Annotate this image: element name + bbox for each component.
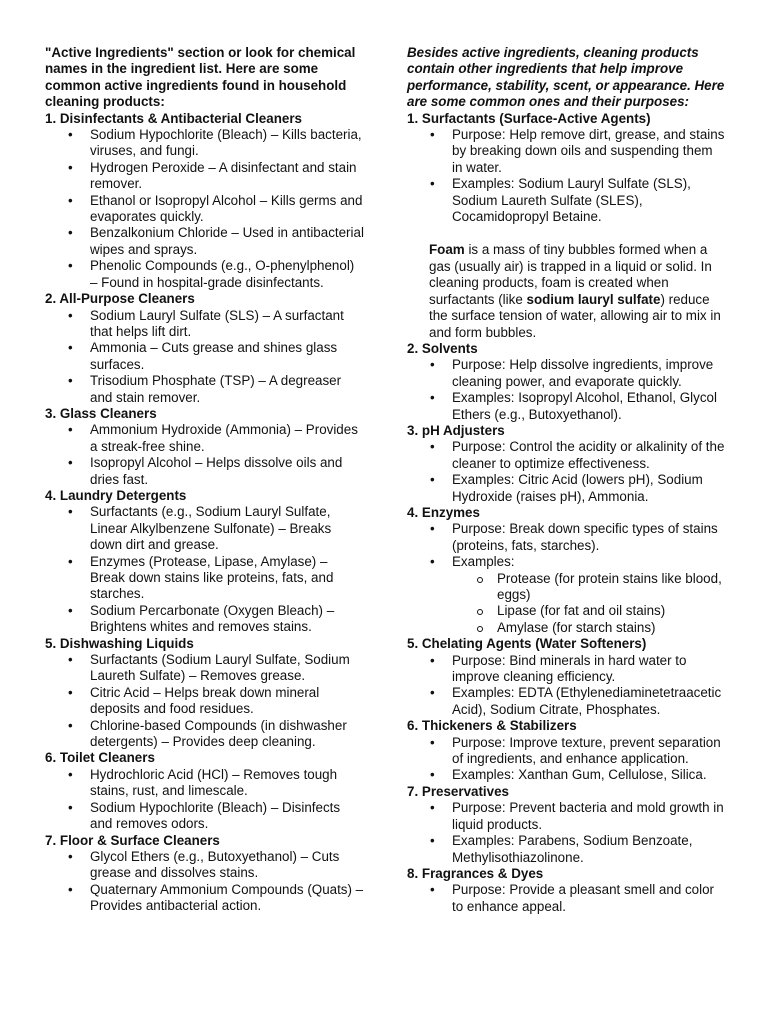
list-item: • Benzalkonium Chloride – Used in antibacterial wipes and sprays. (45, 225, 365, 258)
list-item: • Sodium Hypochlorite (Bleach) – Disinfects and removes odors. (45, 800, 365, 833)
list-item: • Purpose: Control the acidity or alkalinity of the cleaner to optimize effectiveness. (407, 439, 725, 472)
section-ph-adjusters (407, 423, 725, 505)
section-title: 7. Floor & Surface Cleaners (45, 832, 220, 848)
bullet-list (45, 767, 365, 833)
bullet-list (45, 652, 365, 750)
list-item-examples (407, 554, 725, 636)
list-item: • Purpose: Prevent bacteria and mold growth in liquid products. (407, 800, 725, 833)
section-laundry (45, 488, 365, 636)
section-chelating-agents (407, 636, 725, 718)
bullet-list (407, 521, 725, 636)
foam-term-sls: sodium lauryl sulfate (526, 291, 661, 307)
list-item: • Purpose: Improve texture, prevent separation of ingredients, and enhance application. (407, 735, 725, 768)
section-preservatives (407, 784, 725, 866)
list-item: • Purpose: Provide a pleasant smell and color to enhance appeal. (407, 882, 725, 915)
section-title: 6. Thickeners & Stabilizers (407, 718, 577, 734)
list-item: • Purpose: Help remove dirt, grease, and stains by breaking down oils and suspending them in water. (407, 127, 725, 176)
list-item: • Sodium Hypochlorite (Bleach) – Kills bacteria, viruses, and fungi. (45, 127, 365, 160)
list-item: • Examples: Isopropyl Alcohol, Ethanol, Glycol Ethers (e.g., Butoxyethanol). (407, 390, 725, 423)
bullet-list (407, 800, 725, 866)
section-fragrances-dyes (407, 866, 725, 915)
list-item: • Examples: EDTA (Ethylenediaminetetraacetic Acid), Sodium Citrate, Phosphates. (407, 685, 725, 718)
section-floor-surface (45, 833, 365, 915)
list-item: • Examples: Xanthan Gum, Cellulose, Silica. (407, 767, 725, 783)
list-item: • Ammonia – Cuts grease and shines glass surfaces. (45, 340, 365, 373)
section-title: 2. All-Purpose Cleaners (45, 291, 195, 307)
left-intro: "Active Ingredients" section or look for chemical names in the ingredient list. Here are some common active ingredients found in household cleaning products: (45, 45, 356, 110)
section-all-purpose (45, 291, 365, 406)
foam-text-b: ) reduce the surface tension of water, allowing air to mix in and form bubbles. (429, 291, 721, 340)
list-item: • Purpose: Help dissolve ingredients, improve cleaning power, and evaporate quickly. (407, 357, 725, 390)
section-title: 8. Fragrances & Dyes (407, 865, 544, 881)
section-solvents (407, 341, 725, 423)
list-item: • Purpose: Break down specific types of stains (proteins, fats, starches). (407, 521, 725, 554)
list-item: • Hydrochloric Acid (HCl) – Removes tough stains, rust, and limescale. (45, 767, 365, 800)
bullet-list (45, 849, 365, 915)
section-title: 5. Dishwashing Liquids (45, 635, 194, 651)
section-title: 1. Disinfectants & Antibacterial Cleaners (45, 110, 302, 126)
right-intro: Besides active ingredients, cleaning products contain other ingredients that help improve performance, stability, scent, or appearance. Here are some common ones and their purposes: (407, 45, 725, 110)
list-item: • Examples: Sodium Lauryl Sulfate (SLS), Sodium Laureth Sulfate (SLES), Cocamidopropyl Betaine. (407, 176, 725, 225)
section-surfactants (407, 111, 725, 226)
section-thickeners (407, 718, 725, 784)
section-glass-cleaners (45, 406, 365, 488)
section-enzymes (407, 505, 725, 636)
bullet-list (407, 882, 725, 915)
bullet-list (45, 308, 365, 406)
list-item: • Quaternary Ammonium Compounds (Quats) – Provides antibacterial action. (45, 882, 365, 915)
list-item: • Hydrogen Peroxide – A disinfectant and stain remover. (45, 160, 365, 193)
foam-term: Foam (429, 242, 465, 258)
section-title: 4. Enzymes (407, 504, 480, 520)
bullet-list (407, 653, 725, 719)
list-item: • Purpose: Bind minerals in hard water to improve cleaning efficiency. (407, 653, 725, 686)
list-item: • Sodium Lauryl Sulfate (SLS) – A surfactant that helps lift dirt. (45, 308, 365, 341)
bullet-list (45, 422, 365, 488)
bullet-list (45, 127, 365, 291)
list-item: • Enzymes (Protease, Lipase, Amylase) – Break down stains like proteins, fats, and starches. (45, 554, 365, 603)
bullet-list (407, 735, 725, 784)
section-title: 2. Solvents (407, 340, 478, 356)
right-column (407, 45, 725, 915)
section-title: 3. pH Adjusters (407, 422, 505, 438)
section-title: 1. Surfactants (Surface-Active Agents) (407, 110, 651, 126)
foam-text-a: is a mass of tiny bubbles formed when a gas (usually air) is trapped in a liquid or solid. In cleaning products, foam is created when surfactants (like (429, 242, 712, 307)
sub-bullet-list (452, 571, 725, 637)
examples-label: Examples: (452, 554, 515, 570)
list-item: • Citric Acid – Helps break down mineral deposits and food residues. (45, 685, 365, 718)
section-title: 3. Glass Cleaners (45, 405, 157, 421)
list-item: • Ethanol or Isopropyl Alcohol – Kills germs and evaporates quickly. (45, 193, 365, 226)
list-item: • Examples: Citric Acid (lowers pH), Sodium Hydroxide (raises pH), Ammonia. (407, 472, 725, 505)
sub-list-item: Protease (for protein stains like blood, eggs) (452, 571, 725, 604)
section-title: 6. Toilet Cleaners (45, 750, 155, 766)
section-toilet (45, 750, 365, 832)
section-title: 7. Preservatives (407, 783, 509, 799)
left-column (45, 45, 365, 915)
bullet-list (45, 504, 365, 635)
list-item: • Ammonium Hydroxide (Ammonia) – Provides a streak-free shine. (45, 422, 365, 455)
list-item: • Phenolic Compounds (e.g., O-phenylphenol) – Found in hospital-grade disinfectants. (45, 258, 365, 291)
list-item: • Surfactants (e.g., Sodium Lauryl Sulfate, Linear Alkylbenzene Sulfonate) – Breaks down dirt and grease. (45, 504, 365, 553)
bullet-list (407, 439, 725, 505)
list-item: • Chlorine-based Compounds (in dishwasher detergents) – Provides deep cleaning. (45, 718, 365, 751)
list-item: • Sodium Percarbonate (Oxygen Bleach) – Brightens whites and removes stains. (45, 603, 365, 636)
section-title: 4. Laundry Detergents (45, 487, 187, 503)
list-item: • Glycol Ethers (e.g., Butoxyethanol) – Cuts grease and dissolves stains. (45, 849, 365, 882)
list-item: • Trisodium Phosphate (TSP) – A degreaser and stain remover. (45, 373, 365, 406)
list-item: • Examples: Parabens, Sodium Benzoate, Methylisothiazolinone. (407, 833, 725, 866)
bullet-list (407, 127, 725, 225)
list-item: • Surfactants (Sodium Lauryl Sulfate, Sodium Laureth Sulfate) – Removes grease. (45, 652, 365, 685)
section-dishwashing (45, 636, 365, 751)
sub-list-item: Lipase (for fat and oil stains) (452, 603, 725, 619)
section-title: 5. Chelating Agents (Water Softeners) (407, 636, 647, 652)
section-disinfectants (45, 111, 365, 291)
foam-paragraph (429, 242, 725, 340)
bullet-list (407, 357, 725, 423)
list-item: • Isopropyl Alcohol – Helps dissolve oils and dries fast. (45, 455, 365, 488)
sub-list-item: Amylase (for starch stains) (452, 620, 725, 636)
